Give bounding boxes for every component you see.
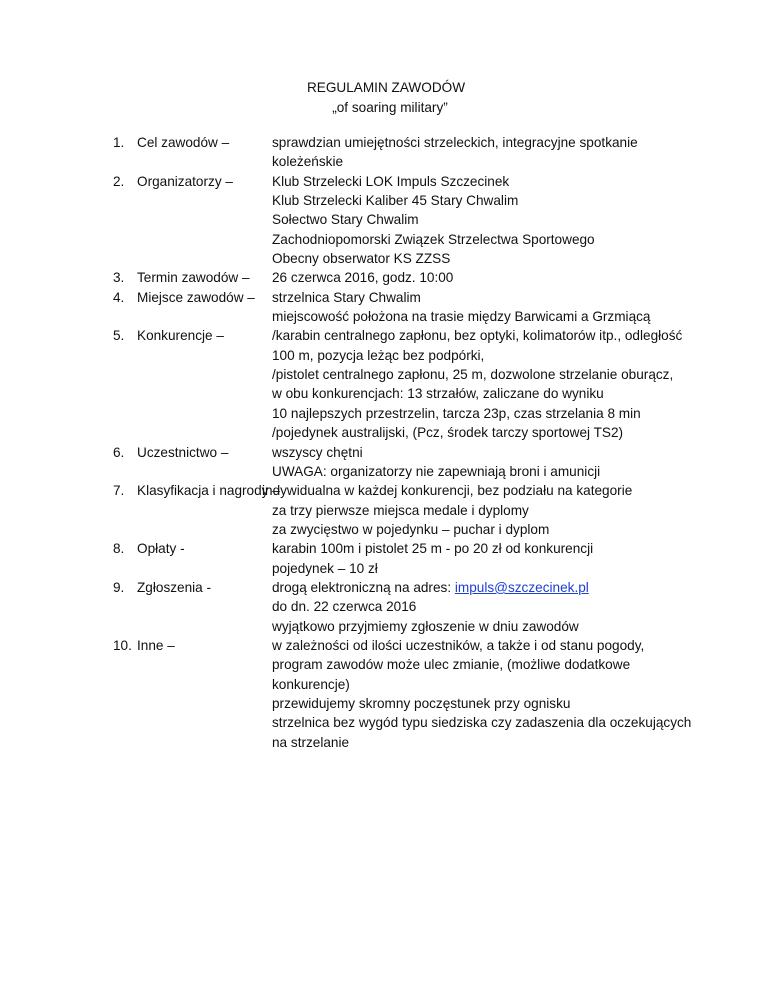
item-content bbox=[272, 733, 349, 752]
item-content bbox=[272, 617, 579, 636]
document-title: REGULAMIN ZAWODÓW bbox=[306, 80, 466, 95]
item-label: Uczestnictwo – bbox=[137, 444, 229, 460]
item-content bbox=[272, 191, 518, 210]
item-number: 2. bbox=[113, 173, 125, 189]
regulation-line bbox=[0, 326, 768, 345]
item-content bbox=[272, 520, 549, 539]
item-text: do dn. 22 czerwca 2016 bbox=[272, 599, 417, 615]
item-label: Termin zawodów – bbox=[137, 270, 250, 286]
item-content bbox=[272, 326, 682, 345]
item-label: Cel zawodów – bbox=[137, 135, 230, 150]
item-content bbox=[272, 230, 595, 249]
item-text: w zależności od ilości uczestników, a także i od stanu pogody, bbox=[272, 637, 645, 653]
item-number: 3. bbox=[113, 270, 125, 286]
item-label: Inne – bbox=[137, 637, 175, 653]
item-content bbox=[272, 365, 673, 384]
item-content bbox=[272, 443, 363, 462]
regulation-line bbox=[0, 636, 768, 655]
regulation-line bbox=[0, 655, 768, 674]
item-label: Klasyfikacja i nagrody – bbox=[137, 483, 280, 499]
item-label: Konkurencje – bbox=[137, 328, 224, 344]
item-number: 4. bbox=[113, 289, 125, 305]
regulation-line bbox=[0, 230, 768, 249]
item-content bbox=[272, 249, 450, 268]
item-text: strzelnica Stary Chwalim bbox=[272, 289, 421, 305]
regulation-line bbox=[0, 191, 768, 210]
item-text: karabin 100m i pistolet 25 m - po 20 zł od konkurencji bbox=[272, 541, 594, 557]
item-content bbox=[272, 346, 484, 365]
regulation-line bbox=[0, 268, 768, 287]
item-number: 5. bbox=[113, 328, 125, 344]
item-text: /pistolet centralnego zapłonu, 25 m, dozwolone strzelanie oburącz, bbox=[272, 367, 674, 383]
item-content bbox=[272, 655, 630, 674]
regulation-line bbox=[0, 462, 768, 481]
item-text: 100 m, pozycja leżąc bez podpórki, bbox=[272, 347, 485, 363]
item-text: za trzy pierwsze miejsca medale i dyplomy bbox=[272, 502, 529, 518]
regulation-line bbox=[0, 559, 768, 578]
regulation-line bbox=[0, 384, 768, 403]
item-number: 9. bbox=[113, 579, 125, 595]
regulation-line bbox=[0, 365, 768, 384]
regulation-line bbox=[0, 210, 768, 229]
item-content bbox=[272, 404, 641, 423]
regulation-line bbox=[0, 733, 768, 752]
item-label: Zgłoszenia - bbox=[137, 579, 212, 595]
item-number: 8. bbox=[113, 541, 125, 557]
regulation-line bbox=[0, 675, 768, 694]
item-text: koleżeńskie bbox=[272, 154, 344, 170]
item-content bbox=[272, 268, 453, 287]
regulation-line bbox=[0, 617, 768, 636]
regulation-line bbox=[0, 133, 768, 152]
item-text: /pojedynek australijski, (Pcz, środek tarczy sportowej TS2) bbox=[272, 425, 624, 441]
regulation-line bbox=[0, 694, 768, 713]
item-content bbox=[272, 288, 421, 307]
regulation-line bbox=[0, 172, 768, 191]
regulation-line bbox=[0, 423, 768, 442]
item-content bbox=[272, 559, 378, 578]
regulation-line bbox=[0, 249, 768, 268]
regulation-line bbox=[0, 597, 768, 616]
item-text: program zawodów może ulec zmianie, (możliwe dodatkowe bbox=[272, 657, 631, 673]
item-text: w obu konkurencjach: 13 strzałów, zaliczane do wyniku bbox=[272, 386, 604, 402]
item-label: Organizatorzy – bbox=[137, 173, 233, 189]
email-link[interactable]: impuls@szczecinek.pl bbox=[454, 579, 589, 595]
item-text: na strzelanie bbox=[272, 734, 350, 750]
document-subtitle: „of soaring military” bbox=[332, 100, 448, 115]
item-text: Klub Strzelecki Kaliber 45 Stary Chwalim bbox=[272, 193, 519, 209]
regulation-line bbox=[0, 520, 768, 539]
item-content bbox=[272, 578, 589, 597]
regulation-line bbox=[0, 578, 768, 597]
regulation-line bbox=[0, 404, 768, 423]
regulation-line bbox=[0, 307, 768, 326]
item-text: wyjątkowo przyjmiemy zgłoszenie w dniu zawodów bbox=[272, 618, 579, 634]
item-content bbox=[272, 307, 651, 326]
item-text: za zwycięstwo w pojedynku – puchar i dyplom bbox=[272, 521, 550, 537]
item-content bbox=[272, 462, 600, 481]
item-content bbox=[272, 694, 570, 713]
item-number: 10. bbox=[113, 637, 132, 653]
item-text: Klub Strzelecki LOK Impuls Szczecinek bbox=[272, 173, 510, 189]
item-text: strzelnica bez wygód typu siedziska czy zadaszenia dla oczekujących bbox=[272, 715, 692, 731]
item-content bbox=[272, 384, 604, 403]
regulation-line bbox=[0, 713, 768, 732]
regulation-line bbox=[0, 481, 768, 500]
item-number: 7. bbox=[113, 483, 125, 499]
item-content bbox=[272, 636, 644, 655]
item-text: Obecny obserwator KS ZZSS bbox=[272, 251, 451, 267]
item-text: indywidualna w każdej konkurencji, bez podziału na kategorie bbox=[262, 483, 633, 499]
item-number: 6. bbox=[113, 444, 125, 460]
regulation-line bbox=[0, 152, 768, 171]
item-text: konkurencje) bbox=[272, 676, 350, 692]
item-content bbox=[272, 539, 593, 558]
item-text: miejscowość położona na trasie między Barwicami a Grzmiącą bbox=[272, 309, 651, 325]
item-content bbox=[272, 152, 343, 171]
item-text: przewidujemy skromny poczęstunek przy ognisku bbox=[272, 695, 571, 711]
item-content bbox=[272, 713, 691, 732]
item-text: 10 najlepszych przestrzelin, tarcza 23p, czas strzelania 8 min bbox=[272, 405, 641, 421]
item-text: Zachodniopomorski Związek Strzelectwa Sportowego bbox=[272, 231, 595, 247]
regulations-list bbox=[0, 133, 768, 752]
item-number: 1. bbox=[113, 135, 125, 150]
item-text: UWAGA: organizatorzy nie zapewniają broni i amunicji bbox=[272, 463, 601, 479]
regulation-line bbox=[0, 288, 768, 307]
item-text: sprawdzian umiejętności strzeleckich, integracyjne spotkanie bbox=[272, 135, 638, 150]
item-content bbox=[272, 675, 350, 694]
item-text: /karabin centralnego zapłonu, bez optyki, kolimatorów itp., odległość bbox=[272, 328, 683, 344]
item-content bbox=[272, 501, 529, 520]
item-content bbox=[262, 481, 632, 500]
regulation-line bbox=[0, 501, 768, 520]
item-text: 26 czerwca 2016, godz. 10:00 bbox=[272, 270, 454, 286]
item-label: Opłaty - bbox=[137, 541, 185, 557]
item-text: drogą elektroniczną na adres: bbox=[272, 579, 455, 595]
regulation-line bbox=[0, 443, 768, 462]
item-content bbox=[272, 133, 638, 152]
item-content bbox=[272, 597, 416, 616]
item-text: pojedynek – 10 zł bbox=[272, 560, 378, 576]
item-content bbox=[272, 172, 509, 191]
regulation-line bbox=[0, 539, 768, 558]
item-text: wszyscy chętni bbox=[272, 444, 363, 460]
item-content bbox=[272, 423, 623, 442]
regulation-line bbox=[0, 346, 768, 365]
item-text: Sołectwo Stary Chwalim bbox=[272, 212, 419, 228]
item-label: Miejsce zawodów – bbox=[137, 289, 255, 305]
item-content bbox=[272, 210, 419, 229]
